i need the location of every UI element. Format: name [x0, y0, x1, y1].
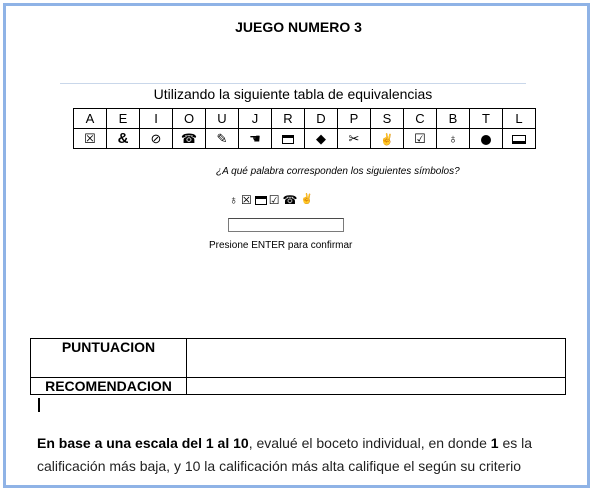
- telephone-icon: ☎: [180, 131, 198, 146]
- answer-input[interactable]: [228, 218, 344, 232]
- flower-icon: [481, 135, 491, 145]
- symbol-cell: [437, 129, 470, 149]
- letter-cell: T: [470, 109, 503, 129]
- symbol-cell: [272, 129, 305, 149]
- document-title: JUEGO NUMERO 3: [235, 19, 362, 35]
- instructions-paragraph: [37, 432, 567, 478]
- symbol-cell: [140, 129, 173, 149]
- game-question: ¿A qué palabra corresponden los siguientes símbolos?: [216, 166, 460, 177]
- letter-cell: S: [371, 109, 404, 129]
- window-icon: [282, 135, 294, 144]
- equivalence-table: [73, 108, 536, 149]
- scores-table: [30, 338, 566, 395]
- symbol-cell: [173, 129, 206, 149]
- letter-cell: P: [338, 109, 371, 129]
- letter-cell: E: [107, 109, 140, 129]
- pen-icon: ✎: [216, 131, 228, 146]
- symbol-cell: [338, 129, 371, 149]
- diamond-icon: ◆: [316, 131, 326, 146]
- checked-box-icon: ☑: [414, 131, 426, 146]
- telephone-icon: ☎: [282, 193, 299, 207]
- paragraph-text-2: es la calificación más baja, y 10 la calificación más alta califique el según su criterio: [37, 435, 533, 474]
- letter-cell: B: [437, 109, 470, 129]
- puntuacion-value[interactable]: [187, 339, 566, 378]
- divider: [60, 83, 526, 84]
- recomendacion-label: RECOMENDACION: [31, 378, 187, 395]
- symbol-cell: [503, 129, 536, 149]
- game-instruction: Utilizando la siguiente tabla de equivalencias: [153, 86, 433, 102]
- coded-word: [229, 194, 314, 206]
- puntuacion-row: [31, 339, 566, 378]
- letter-cell: O: [173, 109, 206, 129]
- tape-icon: [512, 135, 526, 144]
- text-cursor: [38, 398, 40, 412]
- letter-cell: D: [305, 109, 338, 129]
- enter-hint: Presione ENTER para confirmar: [209, 240, 353, 251]
- symbol-cell: [404, 129, 437, 149]
- recomendacion-row: [31, 378, 566, 395]
- letter-cell: C: [404, 109, 437, 129]
- window-icon: [255, 196, 267, 205]
- letter-cell: R: [272, 109, 305, 129]
- paragraph-text-1: , evalué el boceto individual, en donde: [248, 435, 491, 451]
- letter-cell: A: [74, 109, 107, 129]
- tulip-icon: ♁: [229, 193, 239, 207]
- symbol-cell: [107, 129, 140, 149]
- recomendacion-value[interactable]: [187, 378, 566, 395]
- hand-icon: ✌: [380, 134, 394, 146]
- tulip-icon: ♁: [448, 131, 458, 146]
- puntuacion-label: PUNTUACION: [31, 339, 187, 378]
- letter-cell: I: [140, 109, 173, 129]
- letter-cell: J: [239, 109, 272, 129]
- letter-cell: L: [503, 109, 536, 129]
- symbol-cell: [239, 129, 272, 149]
- checked-box-icon: ☑: [268, 193, 281, 207]
- symbol-cell: [371, 129, 404, 149]
- pointing-hand-icon: ☚: [249, 131, 261, 146]
- scale-text: En base a una escala del 1 al 10: [37, 435, 249, 451]
- letter-cell: U: [206, 109, 239, 129]
- symbol-cell: [470, 129, 503, 149]
- scissors-icon: ✂: [348, 131, 360, 146]
- boxed-x-icon: ☒: [241, 193, 253, 207]
- boxed-x-icon: ☒: [84, 131, 96, 146]
- hand-icon: ✌: [300, 194, 314, 205]
- lowest-score-text: 1: [490, 435, 499, 451]
- no-entry-icon: ⊘: [150, 131, 162, 146]
- ampersand-icon: &: [117, 130, 129, 147]
- letters-row: [74, 109, 536, 129]
- symbol-cell: [305, 129, 338, 149]
- symbol-cell: [74, 129, 107, 149]
- symbol-cell: [206, 129, 239, 149]
- symbols-row: [74, 129, 536, 149]
